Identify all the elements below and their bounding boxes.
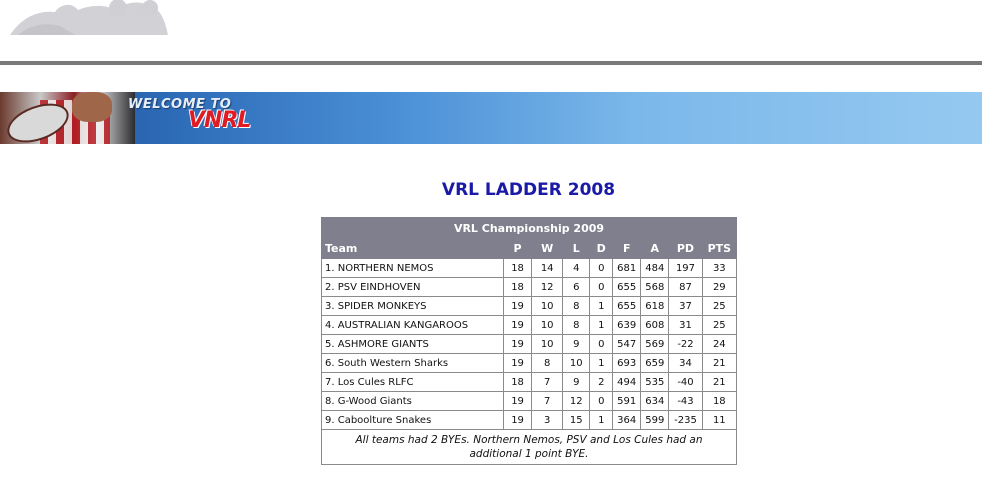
- cell-p: 19: [504, 392, 532, 411]
- cell-team: 7. Los Cules RLFC: [322, 373, 504, 392]
- cell-d: 0: [590, 259, 613, 278]
- cell-a: 618: [641, 297, 669, 316]
- header-divider: [0, 61, 982, 65]
- page-title: VRL LADDER 2008: [441, 180, 616, 200]
- cell-p: 18: [504, 278, 532, 297]
- cell-pd: -40: [669, 373, 702, 392]
- cell-w: 12: [532, 278, 563, 297]
- ladder-table: [321, 217, 737, 465]
- column-header-l: L: [563, 239, 590, 259]
- cell-pd: 197: [669, 259, 702, 278]
- cell-pd: 34: [669, 354, 702, 373]
- banner-welcome-text: WELCOME TO: [128, 97, 232, 112]
- cell-p: 18: [504, 373, 532, 392]
- cell-f: 639: [613, 316, 641, 335]
- table-row: [322, 411, 737, 430]
- cell-team: 8. G-Wood Giants: [322, 392, 504, 411]
- cell-pts: 24: [702, 335, 736, 354]
- table-row: [322, 335, 737, 354]
- table-row: [322, 354, 737, 373]
- cell-pd: -22: [669, 335, 702, 354]
- cell-d: 0: [590, 392, 613, 411]
- cell-w: 7: [532, 392, 563, 411]
- cell-team: 4. AUSTRALIAN KANGAROOS: [322, 316, 504, 335]
- cell-d: 2: [590, 373, 613, 392]
- table-row: [322, 392, 737, 411]
- table-body: [322, 259, 737, 430]
- column-header-p: P: [504, 239, 532, 259]
- cell-d: 0: [590, 335, 613, 354]
- cell-l: 10: [563, 354, 590, 373]
- cell-d: 1: [590, 354, 613, 373]
- table-note-row: [322, 430, 737, 465]
- cell-l: 6: [563, 278, 590, 297]
- cell-p: 19: [504, 411, 532, 430]
- table-row: [322, 316, 737, 335]
- cell-pd: 37: [669, 297, 702, 316]
- cell-l: 8: [563, 316, 590, 335]
- column-header-f: F: [613, 239, 641, 259]
- cell-a: 634: [641, 392, 669, 411]
- cell-pts: 11: [702, 411, 736, 430]
- cell-l: 12: [563, 392, 590, 411]
- cell-p: 19: [504, 297, 532, 316]
- cell-w: 7: [532, 373, 563, 392]
- table-row: [322, 373, 737, 392]
- cell-w: 3: [532, 411, 563, 430]
- table-note: All teams had 2 BYEs. Northern Nemos, PSV and Los Cules had an additional 1 point BYE.: [322, 430, 737, 465]
- cell-pd: 31: [669, 316, 702, 335]
- cell-d: 1: [590, 297, 613, 316]
- cell-pd: -235: [669, 411, 702, 430]
- cell-pts: 21: [702, 373, 736, 392]
- table-row: [322, 297, 737, 316]
- cell-pts: 29: [702, 278, 736, 297]
- cell-f: 655: [613, 297, 641, 316]
- column-header-a: A: [641, 239, 669, 259]
- player-head: [72, 92, 112, 122]
- table-row: [322, 278, 737, 297]
- cell-l: 9: [563, 373, 590, 392]
- cell-pts: 18: [702, 392, 736, 411]
- cell-team: 5. ASHMORE GIANTS: [322, 335, 504, 354]
- column-header-pts: PTS: [702, 239, 736, 259]
- players-silhouette-icon: [0, 0, 180, 40]
- rugby-player-photo: [0, 92, 135, 144]
- cell-w: 10: [532, 297, 563, 316]
- cell-p: 18: [504, 259, 532, 278]
- cell-w: 8: [532, 354, 563, 373]
- cell-l: 8: [563, 297, 590, 316]
- cell-a: 484: [641, 259, 669, 278]
- cell-p: 19: [504, 316, 532, 335]
- cell-w: 14: [532, 259, 563, 278]
- cell-l: 9: [563, 335, 590, 354]
- cell-w: 10: [532, 316, 563, 335]
- table-caption-row: [322, 218, 737, 239]
- column-header-team: Team: [322, 239, 504, 259]
- column-header-d: D: [590, 239, 613, 259]
- cell-team: 6. South Western Sharks: [322, 354, 504, 373]
- cell-f: 494: [613, 373, 641, 392]
- cell-f: 547: [613, 335, 641, 354]
- welcome-banner: [0, 92, 982, 144]
- banner-brand-text: VNRL: [188, 108, 251, 133]
- cell-pts: 25: [702, 297, 736, 316]
- cell-f: 655: [613, 278, 641, 297]
- cell-f: 364: [613, 411, 641, 430]
- cell-pts: 25: [702, 316, 736, 335]
- cell-team: 3. SPIDER MONKEYS: [322, 297, 504, 316]
- cell-a: 535: [641, 373, 669, 392]
- site-logo[interactable]: [0, 0, 982, 60]
- cell-l: 4: [563, 259, 590, 278]
- cell-a: 568: [641, 278, 669, 297]
- cell-pd: 87: [669, 278, 702, 297]
- cell-d: 1: [590, 316, 613, 335]
- cell-w: 10: [532, 335, 563, 354]
- cell-pd: -43: [669, 392, 702, 411]
- cell-team: 9. Caboolture Snakes: [322, 411, 504, 430]
- cell-l: 15: [563, 411, 590, 430]
- column-header-w: W: [532, 239, 563, 259]
- cell-pts: 21: [702, 354, 736, 373]
- cell-team: 2. PSV EINDHOVEN: [322, 278, 504, 297]
- cell-f: 681: [613, 259, 641, 278]
- table-caption: VRL Championship 2009: [322, 218, 737, 239]
- cell-d: 0: [590, 278, 613, 297]
- cell-f: 693: [613, 354, 641, 373]
- cell-pts: 33: [702, 259, 736, 278]
- cell-a: 569: [641, 335, 669, 354]
- cell-d: 1: [590, 411, 613, 430]
- cell-team: 1. NORTHERN NEMOS: [322, 259, 504, 278]
- column-header-pd: PD: [669, 239, 702, 259]
- cell-a: 599: [641, 411, 669, 430]
- table-header-row: [322, 239, 737, 259]
- cell-p: 19: [504, 354, 532, 373]
- cell-a: 608: [641, 316, 669, 335]
- cell-a: 659: [641, 354, 669, 373]
- table-row: [322, 259, 737, 278]
- cell-p: 19: [504, 335, 532, 354]
- cell-f: 591: [613, 392, 641, 411]
